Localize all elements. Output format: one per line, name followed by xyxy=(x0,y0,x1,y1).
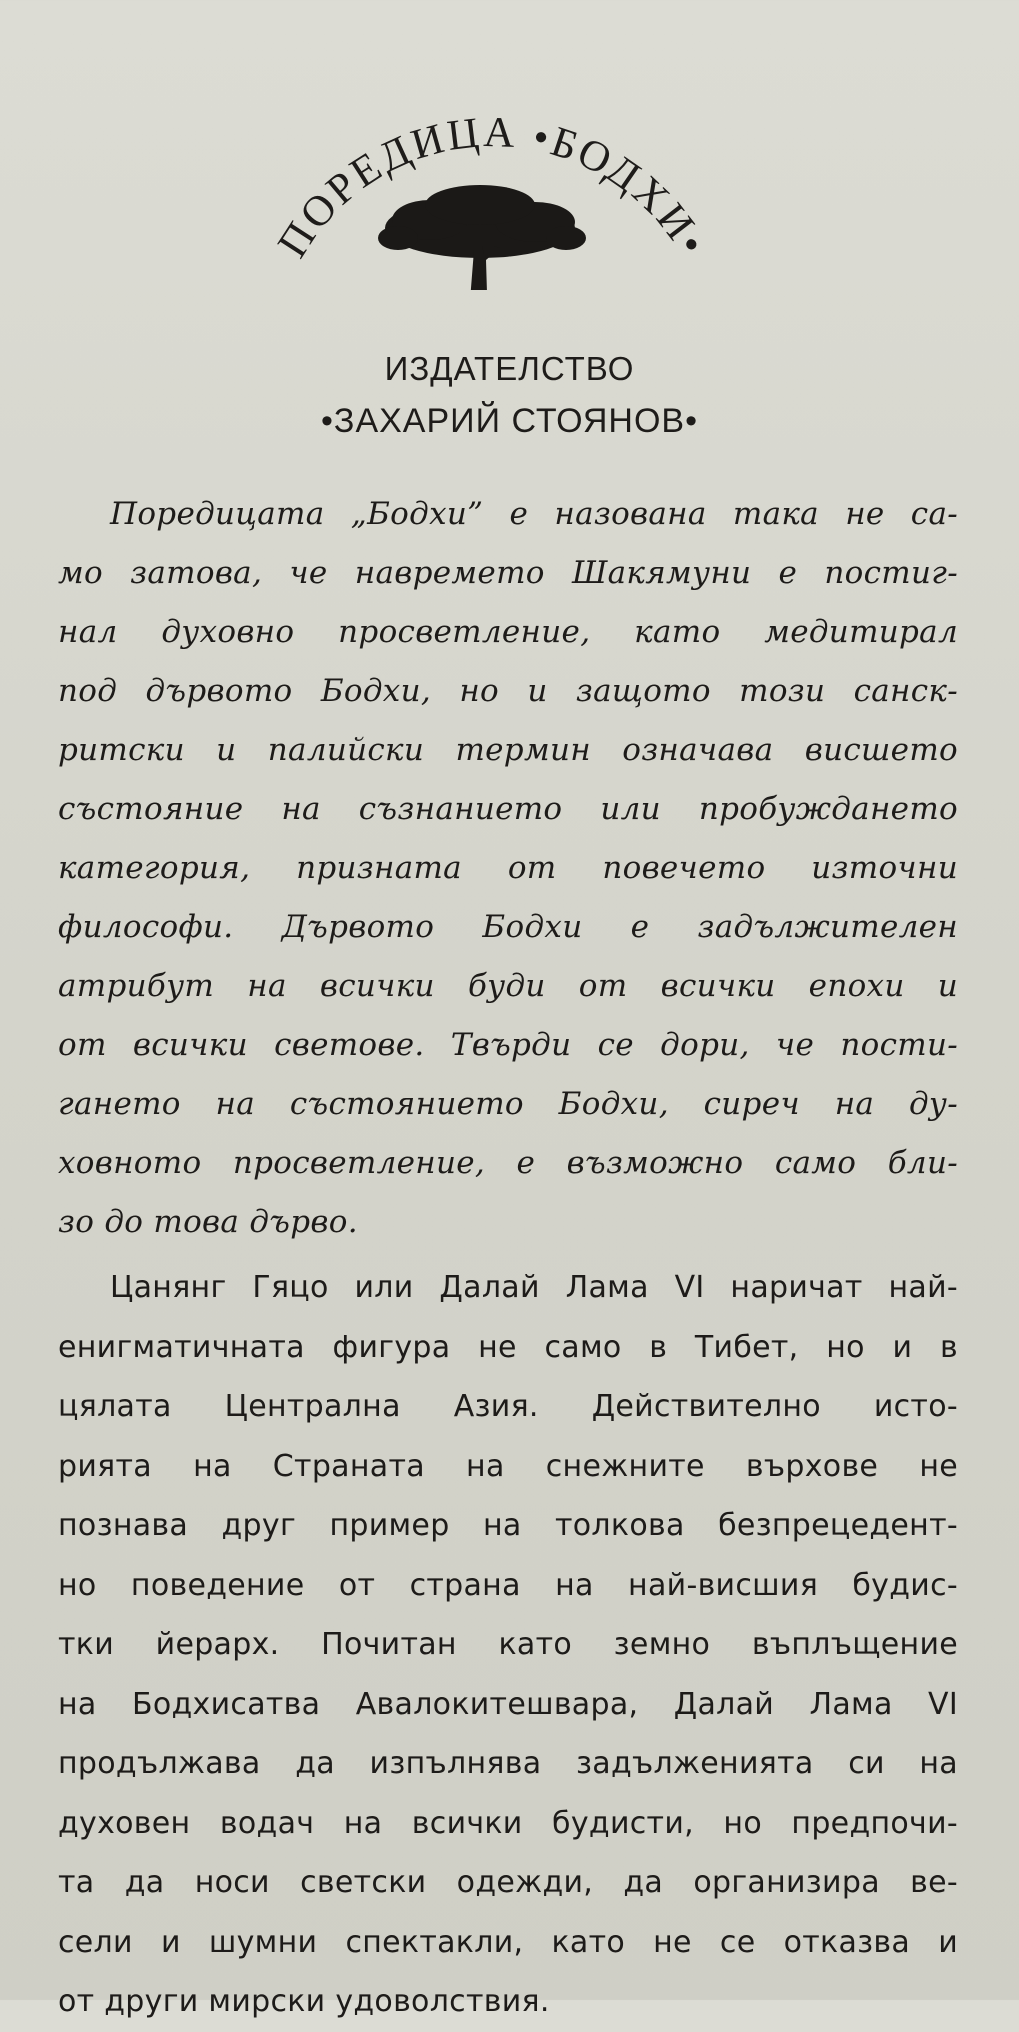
text-line: тки йерарх. Почитан като земно въплъщение xyxy=(58,1627,958,1662)
text-line: рията на Страната на снежните върхове не xyxy=(58,1448,958,1484)
text-line: философи. Дървото Бодхи е задължителен xyxy=(58,909,958,945)
text-line: духовен водач на всички будисти, но предпочи- xyxy=(58,1805,958,1841)
text-line: Поредицата „Бодхи” е назована така не са- xyxy=(110,496,958,532)
text-line: продължава да изпълнява задълженията си на xyxy=(58,1746,958,1781)
text-line: та да носи светски одежди, да организира ве- xyxy=(58,1865,958,1900)
tree-icon xyxy=(378,185,586,290)
book-description xyxy=(58,1258,958,2032)
series-description xyxy=(58,485,958,1252)
publisher-label: ИЗДАТЕЛСТВО xyxy=(384,350,635,387)
publisher-name: •ЗАХАРИЙ СТОЯНОВ• xyxy=(321,402,698,440)
text-line: атрибут на всички буди от всички епохи и xyxy=(58,968,958,1004)
text-line: ритски и палийски термин означава висшето xyxy=(58,732,958,768)
text-line: от всички светове. Твърди се дори, че пости- xyxy=(58,1027,958,1063)
text-line: на Бодхисатва Авалокитешвара, Далай Лама VI xyxy=(58,1686,958,1722)
text-line: под дървото Бодхи, но и защото този санск- xyxy=(58,673,958,709)
text-line: състояние на съзнанието или пробуждането xyxy=(58,791,958,827)
text-line: но поведение от страна на най-висшия будис- xyxy=(58,1567,958,1603)
text-line: нал духовно просветление, като медитирал xyxy=(58,614,958,650)
series-arc-text: ПОРЕДИЦА •БОДХИ• xyxy=(269,108,717,266)
text-line: категория, призната от повечето източни xyxy=(58,850,958,886)
text-line: енигматичната фигура не само в Тибет, но и в xyxy=(58,1329,958,1365)
text-line: Цанянг Гяцо или Далай Лама VI наричат най- xyxy=(110,1270,958,1305)
text-line: познава друг пример на толкова безпрецедент- xyxy=(58,1508,958,1543)
text-line: сели и шумни спектакли, като не се отказва и xyxy=(58,1924,958,1960)
text-line: от други мирски удоволствия. xyxy=(58,1984,550,2019)
text-line: цялата Централна Азия. Действително исто- xyxy=(58,1389,958,1424)
series-logo xyxy=(0,0,1019,290)
text-line: гането на състоянието Бодхи, сиреч на ду- xyxy=(58,1086,958,1122)
text-line: ховното просветление, е възможно само бли- xyxy=(58,1145,958,1181)
text-line: зо до това дърво. xyxy=(58,1204,358,1240)
text-line: мо затова, че навремето Шакямуни е постиг- xyxy=(58,555,958,591)
